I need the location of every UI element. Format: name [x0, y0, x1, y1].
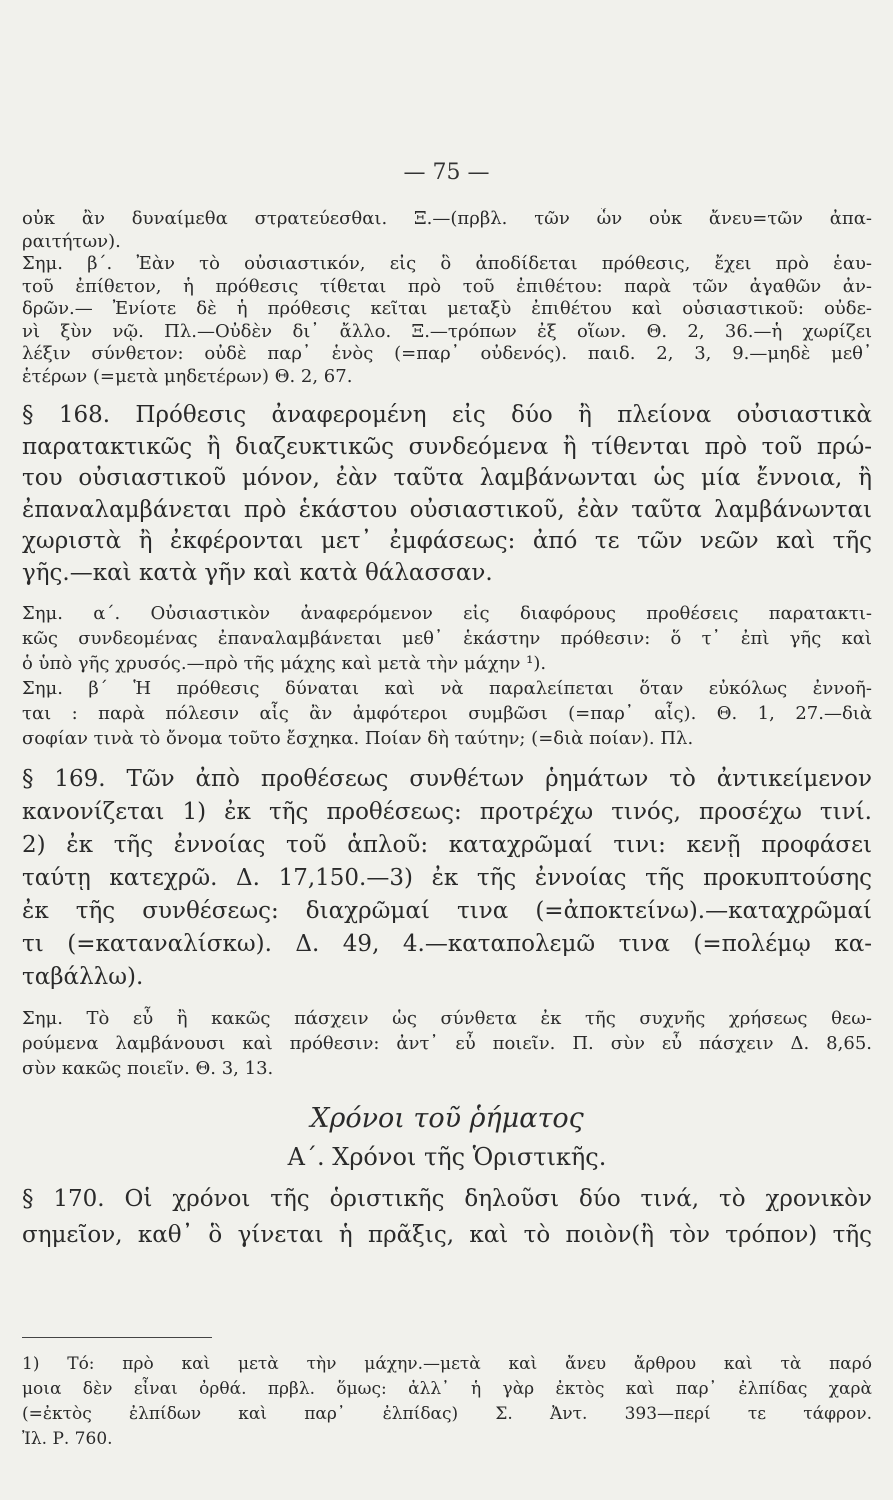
paragraph-170-line: σημεῖον, καθ᾽ ὃ γίνεται ἡ πρᾶξις, καὶ τὸ ποιὸν(ἢ τὸν τρόπον) τῆς: [22, 1222, 872, 1248]
paragraph-169-line: 2) ἐκ τῆς ἐννοίας τοῦ ἁπλοῦ: καταχρῶμαί τινι: κενῇ προφάσει: [22, 832, 872, 858]
text-line: λέξιν σύνθετον: οὐδὲ παρ᾽ ἑνὸς (=παρ᾽ οὐδενός). παιδ. 2, 3, 9.—μηδὲ μεθ᾽: [22, 343, 872, 364]
paragraph-168-line: παρατακτικῶς ἢ διαζευκτικῶς συνδεόμενα ἢ τίθενται πρὸ τοῦ πρώ-: [22, 433, 872, 460]
paragraph-169-line: τι (=καταναλίσκω). Δ. 49, 4.—καταπολεμῶ τινα (=πολέμῳ κα-: [22, 931, 872, 957]
text-line: ἑτέρων (=μετὰ μηδετέρων) Θ. 2, 67.: [22, 365, 353, 387]
paragraph-169-line: ταβάλλω).: [22, 964, 144, 990]
footnote-line: Ἰλ. Ρ. 760.: [22, 1429, 113, 1449]
text-line: δρῶν.— Ἐνίοτε δὲ ἡ πρόθεσις κεῖται μεταξὺ ἐπιθέτου καὶ οὐσιαστικοῦ: οὐδε-: [22, 298, 872, 319]
footnote-line: μοια δὲν εἶναι ὀρθά. πρβλ. ὅμως: ἀλλ᾽ ἡ γὰρ ἐκτὸς καὶ παρ᾽ ἐλπίδας χαρὰ: [22, 1379, 872, 1399]
paragraph-169-line: ἐκ τῆς συνθέσεως: διαχρῶμαί τινα (=ἀποκτείνω).—καταχρῶμαί: [22, 898, 872, 924]
text-line: νὶ ξὺν νῷ. Πλ.—Οὐδὲν δι᾽ ἄλλο. Ξ.—τρόπων ἐξ οἵων. Θ. 2, 36.—ἡ χωρίζει: [22, 320, 872, 342]
paragraph-168-line: του οὐσιαστικοῦ μόνον, ἐὰν ταῦτα λαμβάνωνται ὡς μία ἔννοια, ἢ: [22, 465, 872, 491]
footnotes: [22, 1352, 872, 1452]
paragraph-169-line: ταύτῃ κατεχρῶ. Δ. 17,150.—3) ἐκ τῆς ἐννοίας τῆς προκυπτούσης: [22, 865, 872, 891]
paragraph-168-line: ἐπαναλαμβάνεται πρὸ ἑκάστου οὐσιαστικοῦ, ἐὰν ταῦτα λαμβάνωνται: [22, 496, 872, 523]
paragraph-168-line: χωριστὰ ἢ ἐκφέρονται μετ᾽ ἐμφάσεως: ἀπό τε τῶν νεῶν καὶ τῆς: [22, 528, 872, 554]
footnote-divider: [22, 1337, 212, 1338]
text-line: Σημ. β΄. Ἐὰν τὸ οὐσιαστικόν, εἰς ὃ ἀποδίδεται πρόθεσις, ἔχει πρὸ ἑαυ-: [22, 253, 872, 274]
paragraph-168-line: γῆς.—καὶ κατὰ γῆν καὶ κατὰ θάλασσαν.: [22, 559, 493, 586]
text-line: ραιτήτων).: [22, 230, 121, 252]
note-line: Σημ. Τὸ εὖ ἢ κακῶς πάσχειν ὡς σύνθετα ἐκ τῆς συχνῆς χρήσεως θεω-: [22, 1008, 872, 1029]
main-text: [22, 208, 872, 1253]
paragraph-168-line: § 168. Πρόθεσις ἀναφερομένη εἰς δύο ἢ πλείονα οὐσιαστικὰ: [22, 402, 872, 428]
footnote-line: (=ἐκτὸς ἐλπίδων καὶ παρ᾽ ἐλπίδας) Σ. Ἀντ. 393—περί τε τάφρον.: [22, 1404, 872, 1424]
text-line: τοῦ ἐπίθετον, ἡ πρόθεσις τίθεται πρὸ τοῦ ἐπιθέτου: παρὰ τῶν ἀγαθῶν ἀν-: [22, 275, 872, 297]
paragraph-169-line: κανονίζεται 1) ἐκ τῆς προθέσεως: προτρέχω τινός, προσέχω τινί.: [22, 799, 872, 825]
footnote-line: 1) Τό: πρὸ καὶ μετὰ τὴν μάχην.—μετὰ καὶ ἄνευ ἄρθρου καὶ τὰ παρό: [22, 1354, 872, 1374]
note-line: Σημ. α΄. Οὐσιαστικὸν ἀναφερόμενον εἰς διαφόρους προθέσεις παρατακτι-: [22, 603, 872, 624]
paragraph-170-line: § 170. Οἱ χρόνοι τῆς ὁριστικῆς δηλοῦσι δύο τινά, τὸ χρονικὸν: [22, 1186, 872, 1212]
note-line: Σημ. β΄ Ἡ πρόθεσις δύναται καὶ νὰ παραλείπεται ὅταν εὐκόλως ἐννοῆ-: [22, 678, 872, 699]
text-line: οὐκ ἂν δυναίμεθα στρατεύεσθαι. Ξ.—(πρβλ. τῶν ὧν οὐκ ἄνευ=τῶν ἀπα-: [22, 208, 872, 229]
paragraph-169-line: § 169. Τῶν ἀπὸ προθέσεως συνθέτων ῥημάτων τὸ ἀντικείμενον: [22, 766, 872, 792]
section-heading: Χρόνοι τοῦ ῥήματος: [310, 1103, 584, 1134]
section-subheading: Α΄. Χρόνοι τῆς Ὁριστικῆς.: [287, 1143, 607, 1171]
note-line: σὺν κακῶς ποιεῖν. Θ. 3, 13.: [22, 1058, 274, 1079]
note-line: κῶς συνδεομένας ἐπαναλαμβάνεται μεθ᾽ ἑκάστην πρόθεσιν: ὅ τ᾽ ἐπὶ γῆς καὶ: [22, 628, 872, 649]
note-line: σοφίαν τινὰ τὸ ὄνομα τοῦτο ἔσχηκα. Ποίαν δὴ ταύτην; (=διὰ ποίαν). Πλ.: [22, 728, 694, 749]
note-line: ρούμενα λαμβάνουσι καὶ πρόθεσιν: ἀντ᾽ εὖ ποιεῖν. Π. σὺν εὖ πάσχειν Δ. 8,65.: [22, 1033, 872, 1054]
page-number: — 75 —: [403, 160, 490, 185]
note-line: ὁ ὑπὸ γῆς χρυσός.—πρὸ τῆς μάχης καὶ μετὰ τὴν μάχην ¹).: [22, 653, 547, 674]
note-line: ται : παρὰ πόλεσιν αἷς ἂν ἀμφότεροι συμβῶσι (=παρ᾽ αἷς). Θ. 1, 27.—διὰ: [22, 703, 872, 724]
